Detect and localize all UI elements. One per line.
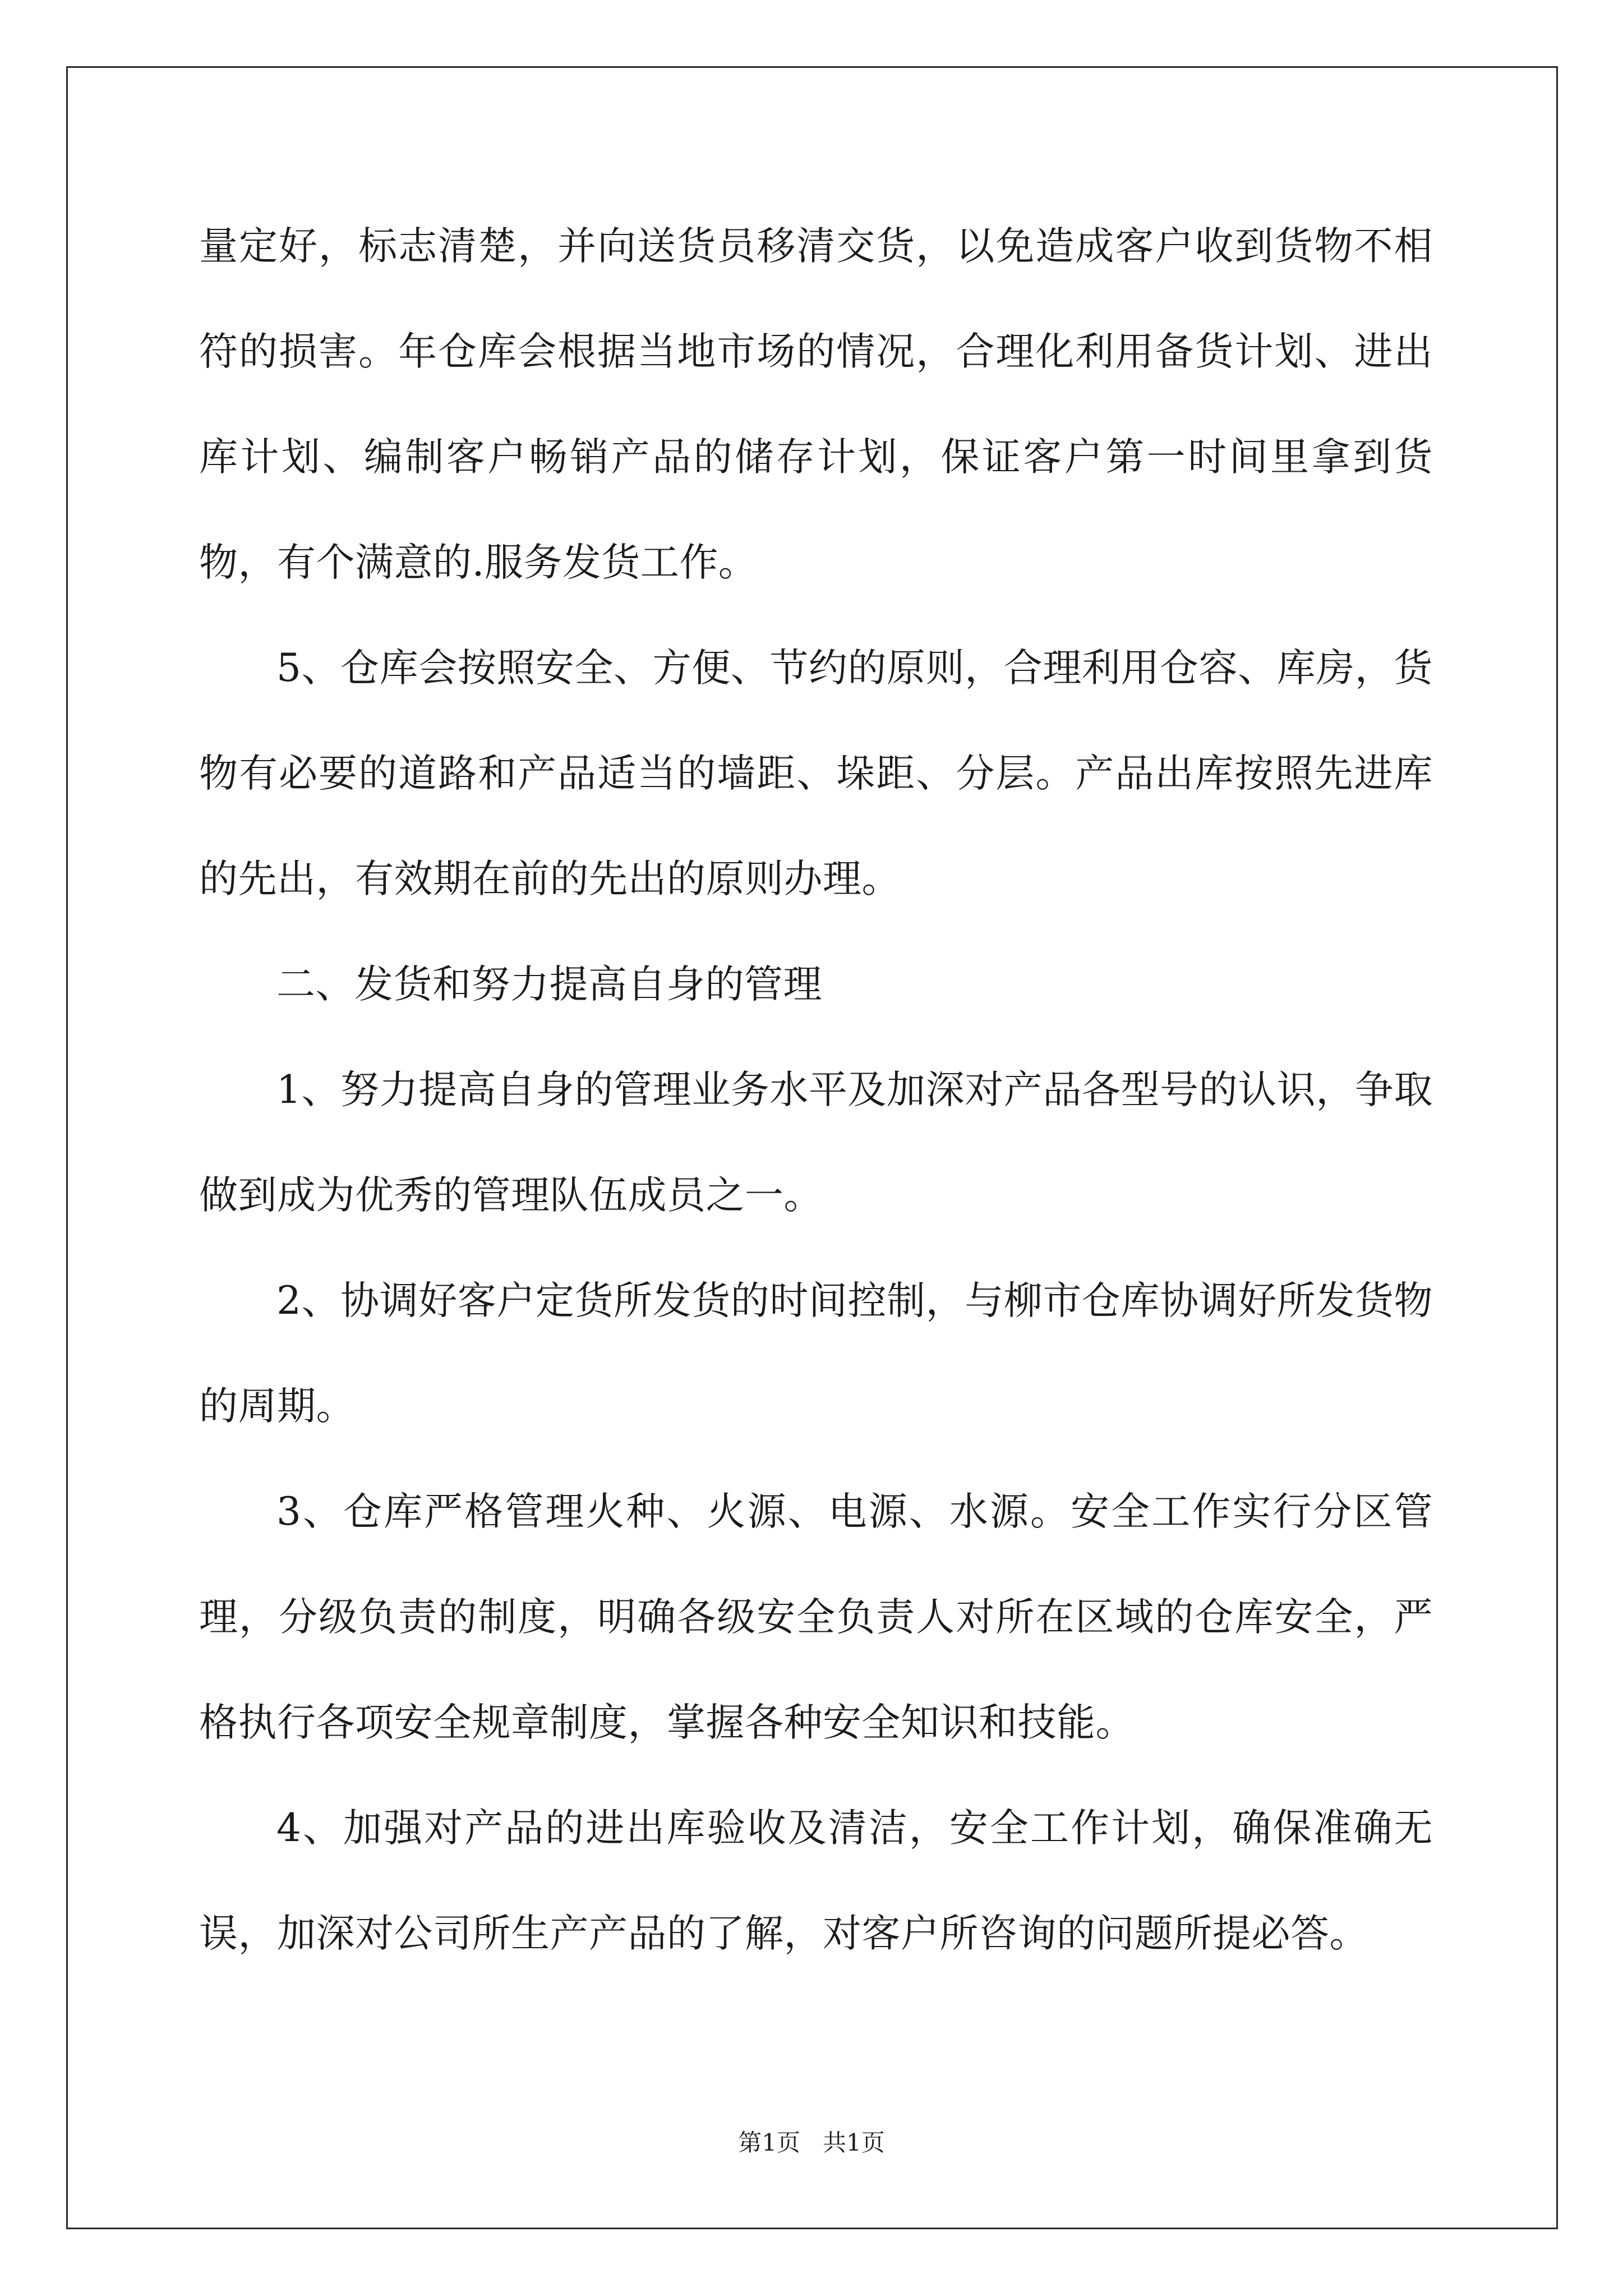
page-number-footer: 第1页 共1页: [738, 2129, 885, 2156]
paragraph: 1、努力提高自身的管理业务水平及加深对产品各型号的认识，争取做到成为优秀的管理队伍成员之一。: [199, 1068, 1433, 1218]
paragraph: 3、仓库严格管理火种、火源、电源、水源。安全工作实行分区管理，分级负责的制度，明确各级安全负责人对所在区域的仓库安全，严格执行各项安全规章制度，掌握各种安全知识和技能。: [199, 1489, 1433, 1745]
document-body: [199, 194, 1433, 1986]
paragraph: 4、加强对产品的进出库验收及清洁，安全工作计划，确保准确无误，加深对公司所生产产品的了解，对客户所咨询的问题所提必答。: [199, 1806, 1433, 1956]
paragraph: 5、仓库会按照安全、方便、节约的原则，合理利用仓容、库房，货物有必要的道路和产品适当的墙距、垛距、分层。产品出库按照先进库的先出，有效期在前的先出的原则办理。: [199, 646, 1433, 901]
paragraph: 2、协调好客户定货所发货的时间控制，与柳市仓库协调好所发货物的周期。: [199, 1278, 1433, 1429]
section-heading: 二、发货和努力提高自身的管理: [276, 962, 822, 1007]
paragraph: 量定好，标志清楚，并向送货员移清交货，以免造成客户收到货物不相符的损害。年仓库会根据当地市场的情况，合理化利用备货计划、进出库计划、编制客户畅销产品的储存计划，保证客户第一时间里拿到货物，有个满意的.服务发货工作。: [199, 224, 1433, 585]
